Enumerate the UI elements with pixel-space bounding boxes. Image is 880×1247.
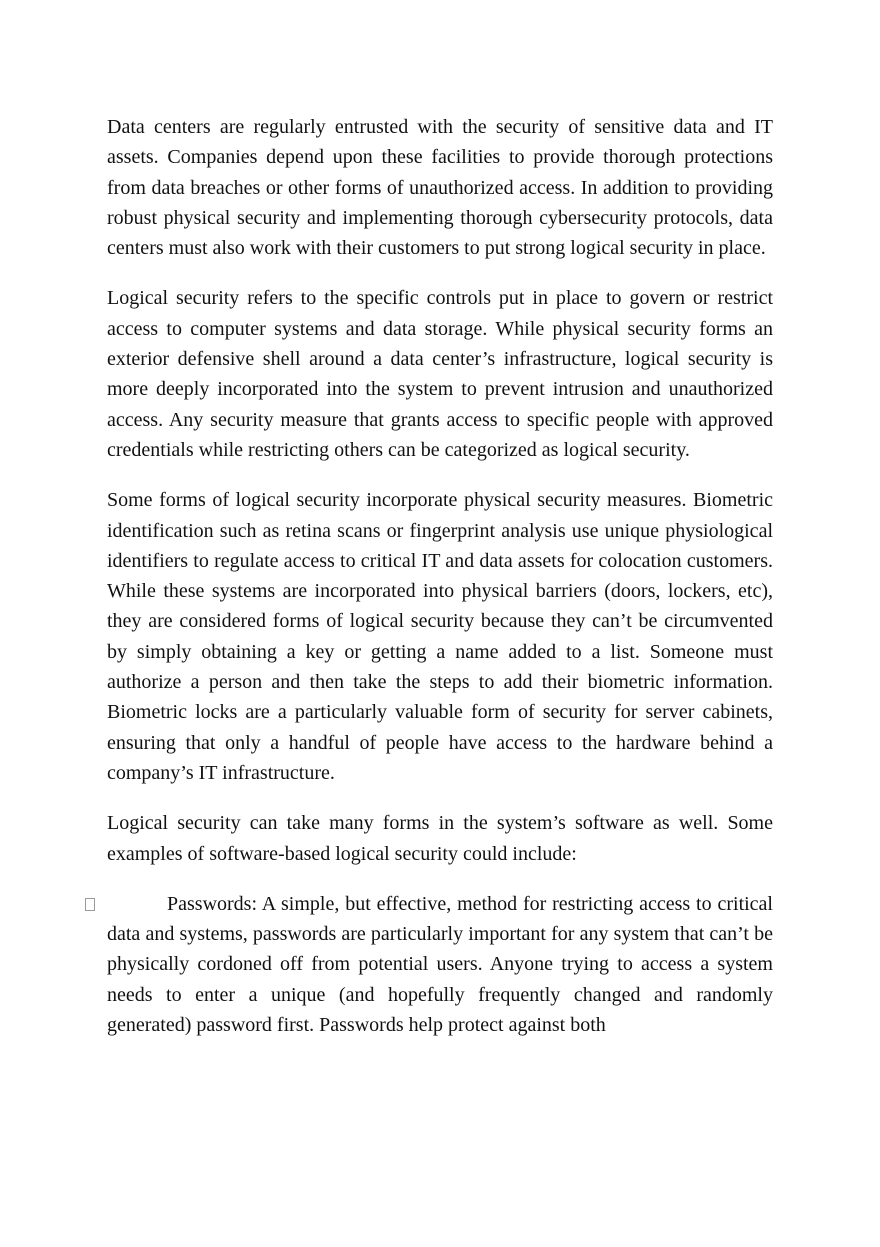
paragraph-software-examples: Logical security can take many forms in the system’s software as well. Some examples of software-based logical security could include: xyxy=(107,812,773,865)
document-body xyxy=(107,112,773,1040)
bullet-text: Passwords: A simple, but effective, method for restricting access to critical data and systems, passwords are particularly important for any system that can’t be physically cordoned off from potential users. Anyone trying to access a system needs to enter a unique (and hopefully frequently changed and randomly generated) password first. Passwords help protect against both xyxy=(107,892,773,1037)
paragraph-logical-security-definition: Logical security refers to the specific controls put in place to govern or restrict access to computer systems and data storage. While physical security forms an exterior defensive shell around a data center’s infrastructure, logical security is more deeply incorporated into the system to prevent intrusion and unauthorized access. Any security measure that grants access to specific people with approved credentials while restricting others can be categorized as logical security. xyxy=(107,287,773,461)
paragraph-intro: Data centers are regularly entrusted with the security of sensitive data and IT assets. Companies depend upon these facilities to provide thorough protections from data breaches or other forms of unauthorized access. In addition to providing robust physical security and implementing thorough cybersecurity protocols, data centers must also work with their customers to put strong logical security in place. xyxy=(107,116,773,260)
paragraph-biometric: Some forms of logical security incorporate physical security measures. Biometric identification such as retina scans or fingerprint analysis use unique physiological identifiers to regulate access to critical IT and data assets for colocation customers. While these systems are incorporated into physical barriers (doors, lockers, etc), they are considered forms of logical security because they can’t be circumvented by simply obtaining a key or getting a name added to a list. Someone must authorize a person and then take the steps to add their biometric information. Biometric locks are a particularly valuable form of security for server cabinets, ensuring that only a handful of people have access to the hardware behind a company’s IT infrastructure. xyxy=(107,489,773,784)
bullet-box-icon xyxy=(85,898,95,911)
bullet-item-passwords xyxy=(107,889,773,1040)
